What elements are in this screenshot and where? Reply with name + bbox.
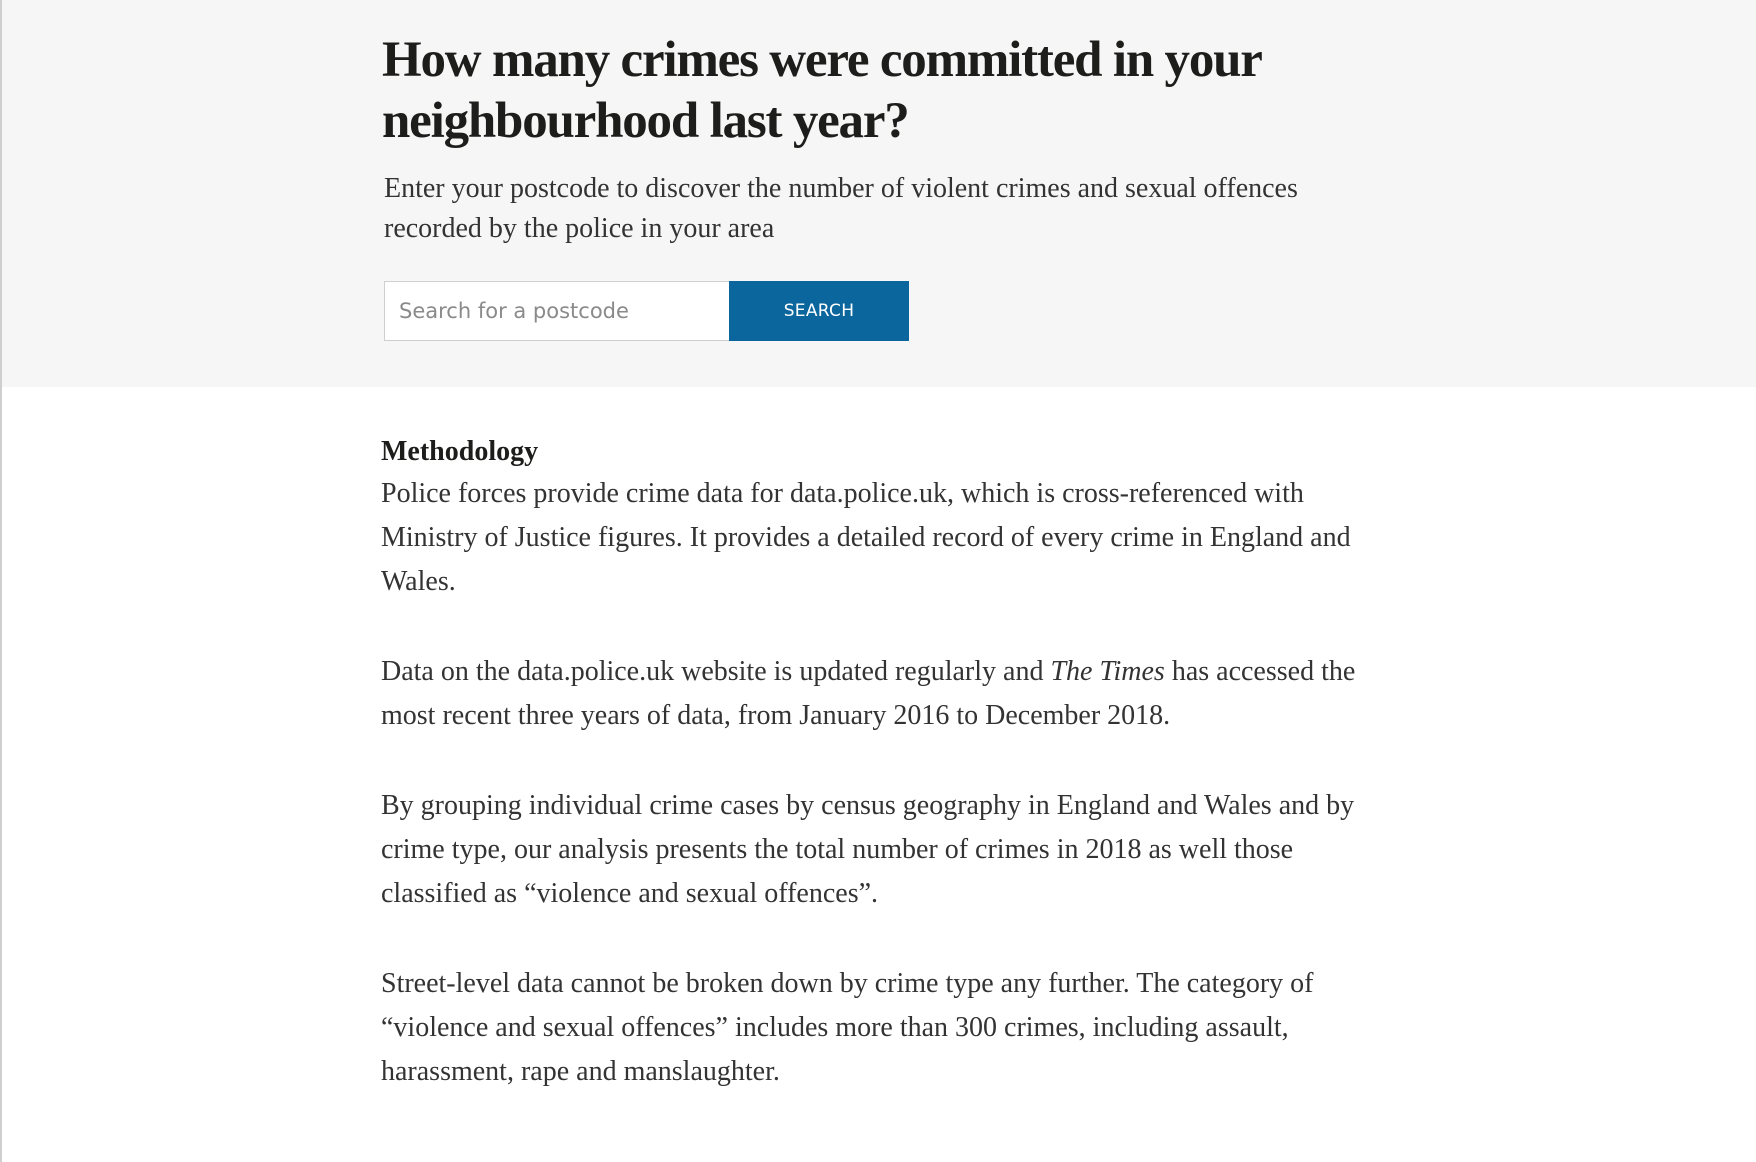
methodology-paragraph-1: Police forces provide crime data for data.police.uk, which is cross-referenced with Ministry of Justice figures. It provides a detailed record of every crime in England and Wales. [381,478,1351,597]
paragraph-2-text-before: Data on the data.police.uk website is updated regularly and [381,656,1051,687]
hero-section [2,0,1756,387]
search-button[interactable]: SEARCH [729,281,909,341]
page-subtitle: Enter your postcode to discover the number of violent crimes and sexual offences recorded by the police in your area [384,173,1298,244]
postcode-search-input[interactable] [384,281,729,341]
paragraph-2-text-after: has accessed the most recent three years of data, from January 2016 to December 2018. [381,656,1356,731]
methodology-paragraph-2 [381,650,1391,738]
methodology-paragraph-4: Street-level data cannot be broken down by crime type any further. The category of “violence and sexual offences” includes more than 300 crimes, including assault, harassment, rape and manslaughter. [381,968,1314,1087]
methodology-paragraph-3: By grouping individual crime cases by census geography in England and Wales and by crime type, our analysis presents the total number of crimes in 2018 as well those classified as “violence and sexual offences”. [381,790,1355,909]
methodology-heading: Methodology [381,436,539,467]
postcode-search-form [384,281,908,341]
page-title: How many crimes were committed in your neighbourhood last year? [382,32,1261,149]
methodology-section [381,432,1391,1140]
the-times-title: The Times [1050,656,1165,687]
